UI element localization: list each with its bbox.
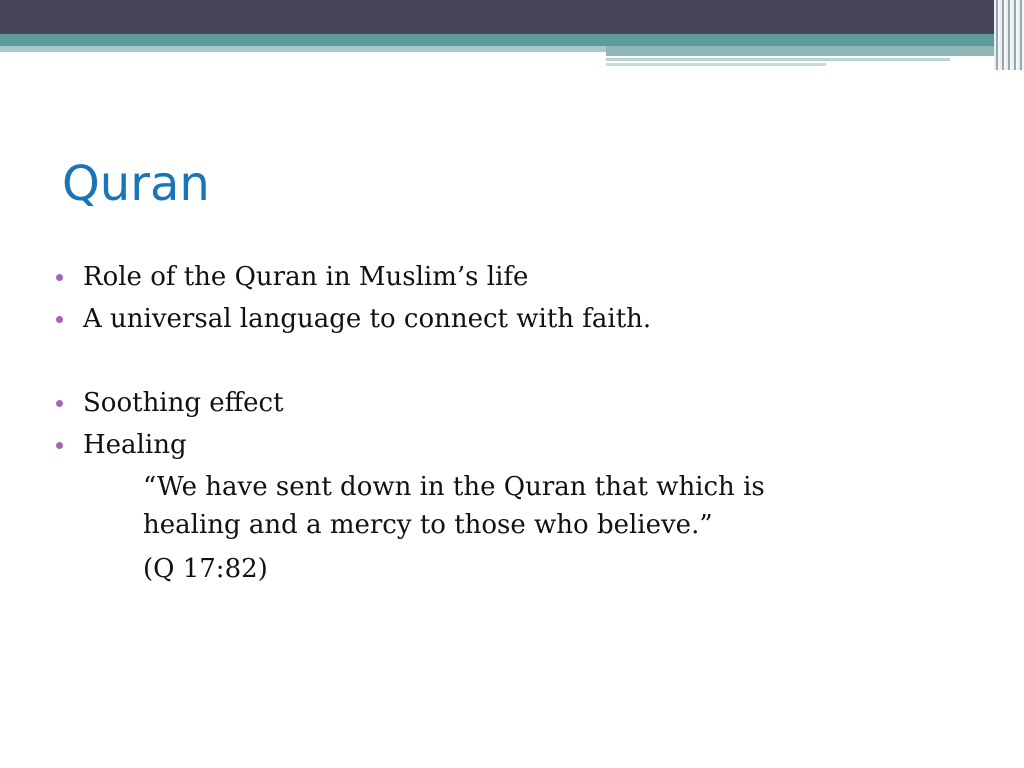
header-band-light: [0, 46, 606, 52]
corner-stripes: [994, 0, 1024, 70]
bullet-item: [56, 258, 976, 300]
bullet-text: Healing: [83, 430, 187, 460]
header-band-dark: [0, 0, 1024, 34]
bullet-dot-icon: [56, 274, 63, 281]
slide-title: Quran: [62, 156, 210, 212]
quote-line: healing and a mercy to those who believe.”: [143, 510, 713, 540]
header-band-right: [606, 46, 1006, 56]
bullet-item: [56, 384, 976, 426]
bullet-text: Soothing effect: [83, 388, 284, 418]
bullet-text: Role of the Quran in Muslim’s life: [83, 262, 529, 292]
quote-block: [56, 468, 976, 544]
header-thin-line: [606, 63, 826, 66]
quote-citation: (Q 17:82): [143, 554, 268, 584]
quote-line: “We have sent down in the Quran that which is: [143, 472, 765, 502]
bullet-dot-icon: [56, 400, 63, 407]
spacer: [56, 342, 976, 384]
bullet-text: A universal language to connect with faith.: [83, 304, 652, 334]
bullet-item: [56, 300, 976, 342]
header-band-teal: [0, 34, 1024, 46]
bullet-dot-icon: [56, 442, 63, 449]
header-thin-line: [606, 58, 950, 61]
bullet-dot-icon: [56, 316, 63, 323]
slide-content: [56, 258, 976, 588]
bullet-item: [56, 426, 976, 468]
